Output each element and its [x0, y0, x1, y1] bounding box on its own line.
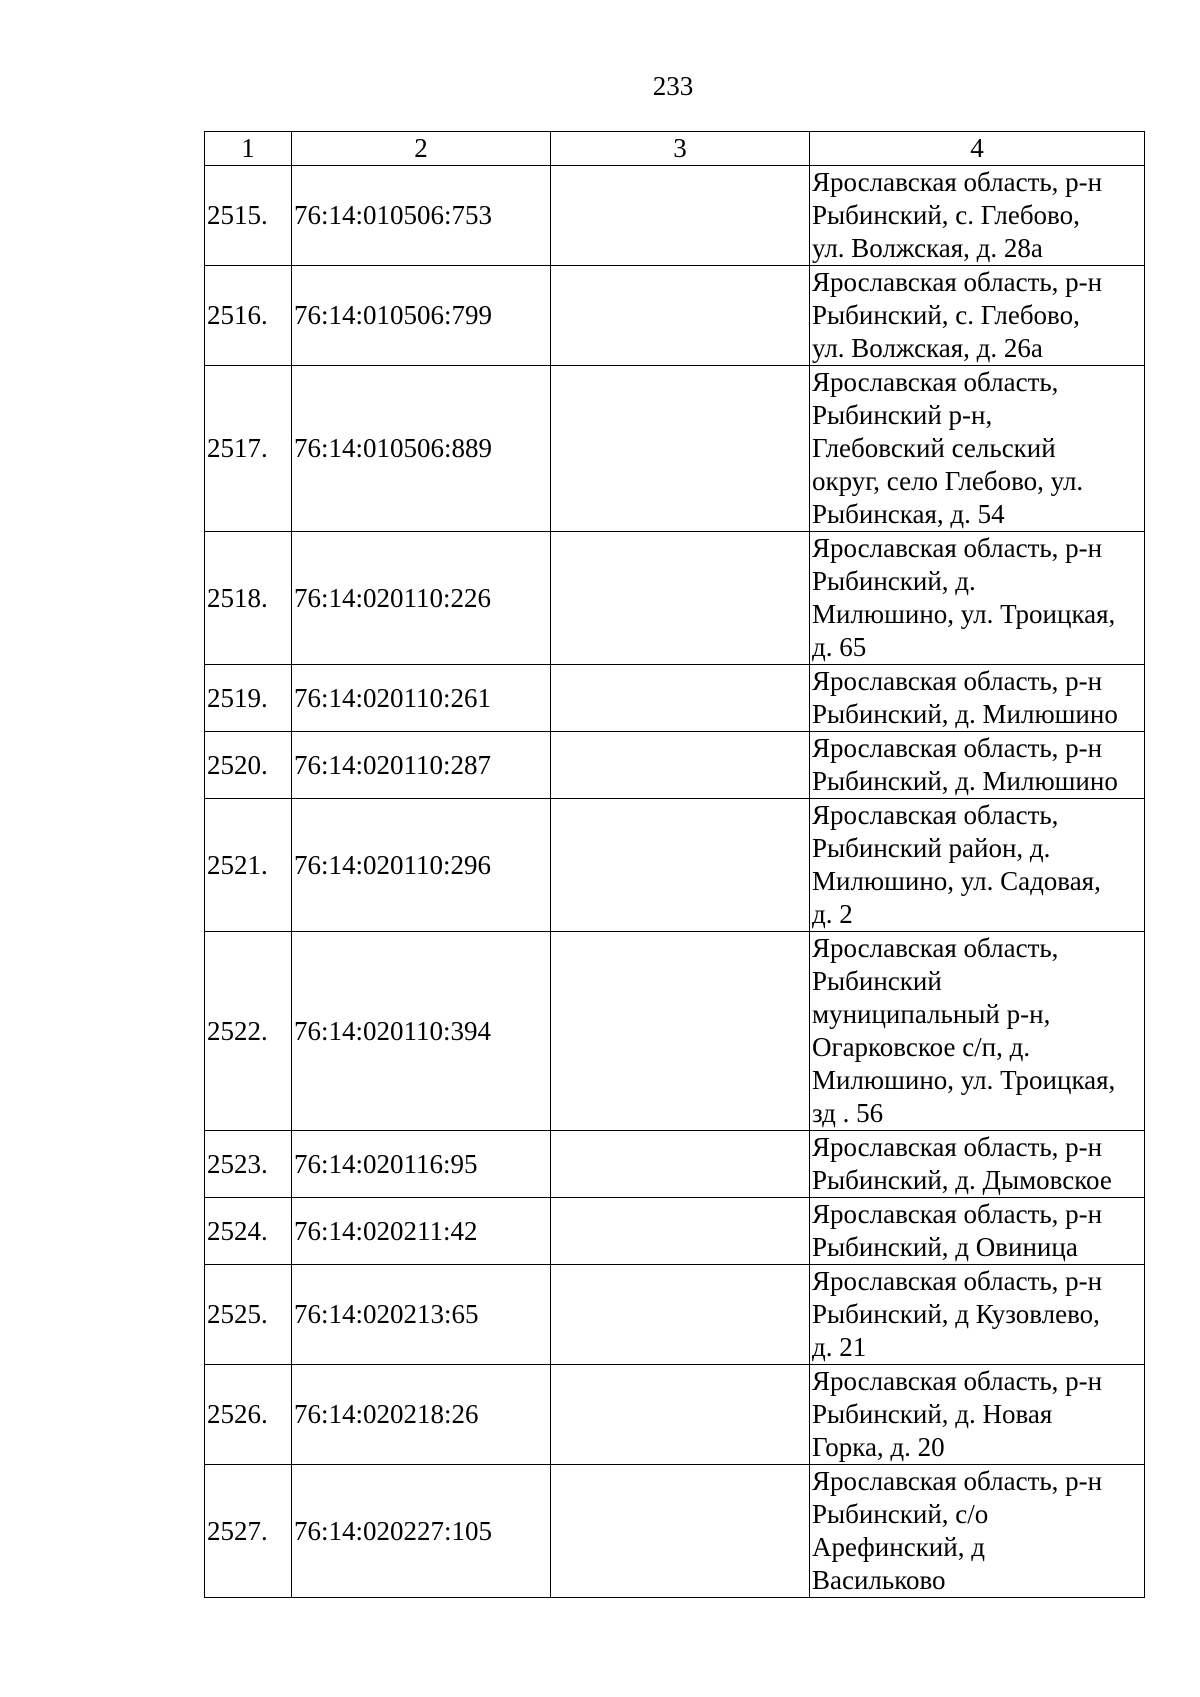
column-3-cell — [551, 1365, 810, 1465]
column-3-cell — [551, 1265, 810, 1365]
table-body — [205, 166, 1145, 1598]
column-3-cell — [551, 932, 810, 1131]
cadastral-number-cell: 76:14:020211:42 — [292, 1198, 551, 1265]
table-row — [205, 932, 1145, 1131]
row-number-cell: 2522. — [205, 932, 292, 1131]
row-number-cell: 2519. — [205, 665, 292, 732]
address-cell: Ярославская область, Рыбинский муниципальный р-н, Огарковское с/п, д. Милюшино, ул. Троицкая, зд . 56 — [810, 932, 1145, 1131]
column-header-1: 1 — [205, 132, 292, 166]
address-cell: Ярославская область, р-н Рыбинский, с. Глебово, ул. Волжская, д. 26а — [810, 266, 1145, 366]
address-cell: Ярославская область, р-н Рыбинский, с/о Арефинский, д Васильково — [810, 1465, 1145, 1598]
row-number-cell: 2517. — [205, 366, 292, 532]
table-row — [205, 532, 1145, 665]
cadastral-number-cell: 76:14:020213:65 — [292, 1265, 551, 1365]
row-number-cell: 2527. — [205, 1465, 292, 1598]
table-row — [205, 266, 1145, 366]
cadastral-number-cell: 76:14:020110:261 — [292, 665, 551, 732]
column-header-2: 2 — [292, 132, 551, 166]
column-3-cell — [551, 1465, 810, 1598]
address-cell: Ярославская область, Рыбинский р-н, Глебовский сельский округ, село Глебово, ул. Рыбинская, д. 54 — [810, 366, 1145, 532]
cadastral-number-cell: 76:14:020227:105 — [292, 1465, 551, 1598]
row-number-cell: 2520. — [205, 732, 292, 799]
cadastral-number-cell: 76:14:020110:226 — [292, 532, 551, 665]
column-3-cell — [551, 1131, 810, 1198]
address-cell: Ярославская область, р-н Рыбинский, с. Глебово, ул. Волжская, д. 28а — [810, 166, 1145, 266]
cadastral-number-cell: 76:14:010506:799 — [292, 266, 551, 366]
table-row — [205, 732, 1145, 799]
column-3-cell — [551, 1198, 810, 1265]
address-cell: Ярославская область, р-н Рыбинский, д. Новая Горка, д. 20 — [810, 1365, 1145, 1465]
column-header-3: 3 — [551, 132, 810, 166]
table-row — [205, 1131, 1145, 1198]
cadastral-number-cell: 76:14:020110:287 — [292, 732, 551, 799]
cadastral-number-cell: 76:14:010506:889 — [292, 366, 551, 532]
table-header-row — [205, 132, 1145, 166]
cadastral-number-cell: 76:14:020110:394 — [292, 932, 551, 1131]
table-row — [205, 1365, 1145, 1465]
row-number-cell: 2521. — [205, 799, 292, 932]
column-3-cell — [551, 665, 810, 732]
column-3-cell — [551, 366, 810, 532]
row-number-cell: 2524. — [205, 1198, 292, 1265]
address-cell: Ярославская область, р-н Рыбинский, д Кузовлево, д. 21 — [810, 1265, 1145, 1365]
address-cell: Ярославская область, р-н Рыбинский, д. Дымовское — [810, 1131, 1145, 1198]
column-header-4: 4 — [810, 132, 1145, 166]
table-row — [205, 1198, 1145, 1265]
row-number-cell: 2526. — [205, 1365, 292, 1465]
row-number-cell: 2516. — [205, 266, 292, 366]
cadastral-number-cell: 76:14:020110:296 — [292, 799, 551, 932]
register-table — [204, 131, 1145, 1598]
cadastral-number-cell: 76:14:010506:753 — [292, 166, 551, 266]
address-cell: Ярославская область, Рыбинский район, д. Милюшино, ул. Садовая, д. 2 — [810, 799, 1145, 932]
address-cell: Ярославская область, р-н Рыбинский, д Овиница — [810, 1198, 1145, 1265]
row-number-cell: 2523. — [205, 1131, 292, 1198]
cadastral-number-cell: 76:14:020116:95 — [292, 1131, 551, 1198]
column-3-cell — [551, 266, 810, 366]
column-3-cell — [551, 732, 810, 799]
cadastral-number-cell: 76:14:020218:26 — [292, 1365, 551, 1465]
column-3-cell — [551, 166, 810, 266]
table-row — [205, 366, 1145, 532]
table-row — [205, 1265, 1145, 1365]
address-cell: Ярославская область, р-н Рыбинский, д. Милюшино — [810, 665, 1145, 732]
table-row — [205, 665, 1145, 732]
table-row — [205, 799, 1145, 932]
column-3-cell — [551, 532, 810, 665]
table-row — [205, 1465, 1145, 1598]
page-number: 233 — [652, 71, 694, 101]
address-cell: Ярославская область, р-н Рыбинский, д. Милюшино — [810, 732, 1145, 799]
table-row — [205, 166, 1145, 266]
row-number-cell: 2518. — [205, 532, 292, 665]
row-number-cell: 2525. — [205, 1265, 292, 1365]
column-3-cell — [551, 799, 810, 932]
address-cell: Ярославская область, р-н Рыбинский, д. Милюшино, ул. Троицкая, д. 65 — [810, 532, 1145, 665]
row-number-cell: 2515. — [205, 166, 292, 266]
